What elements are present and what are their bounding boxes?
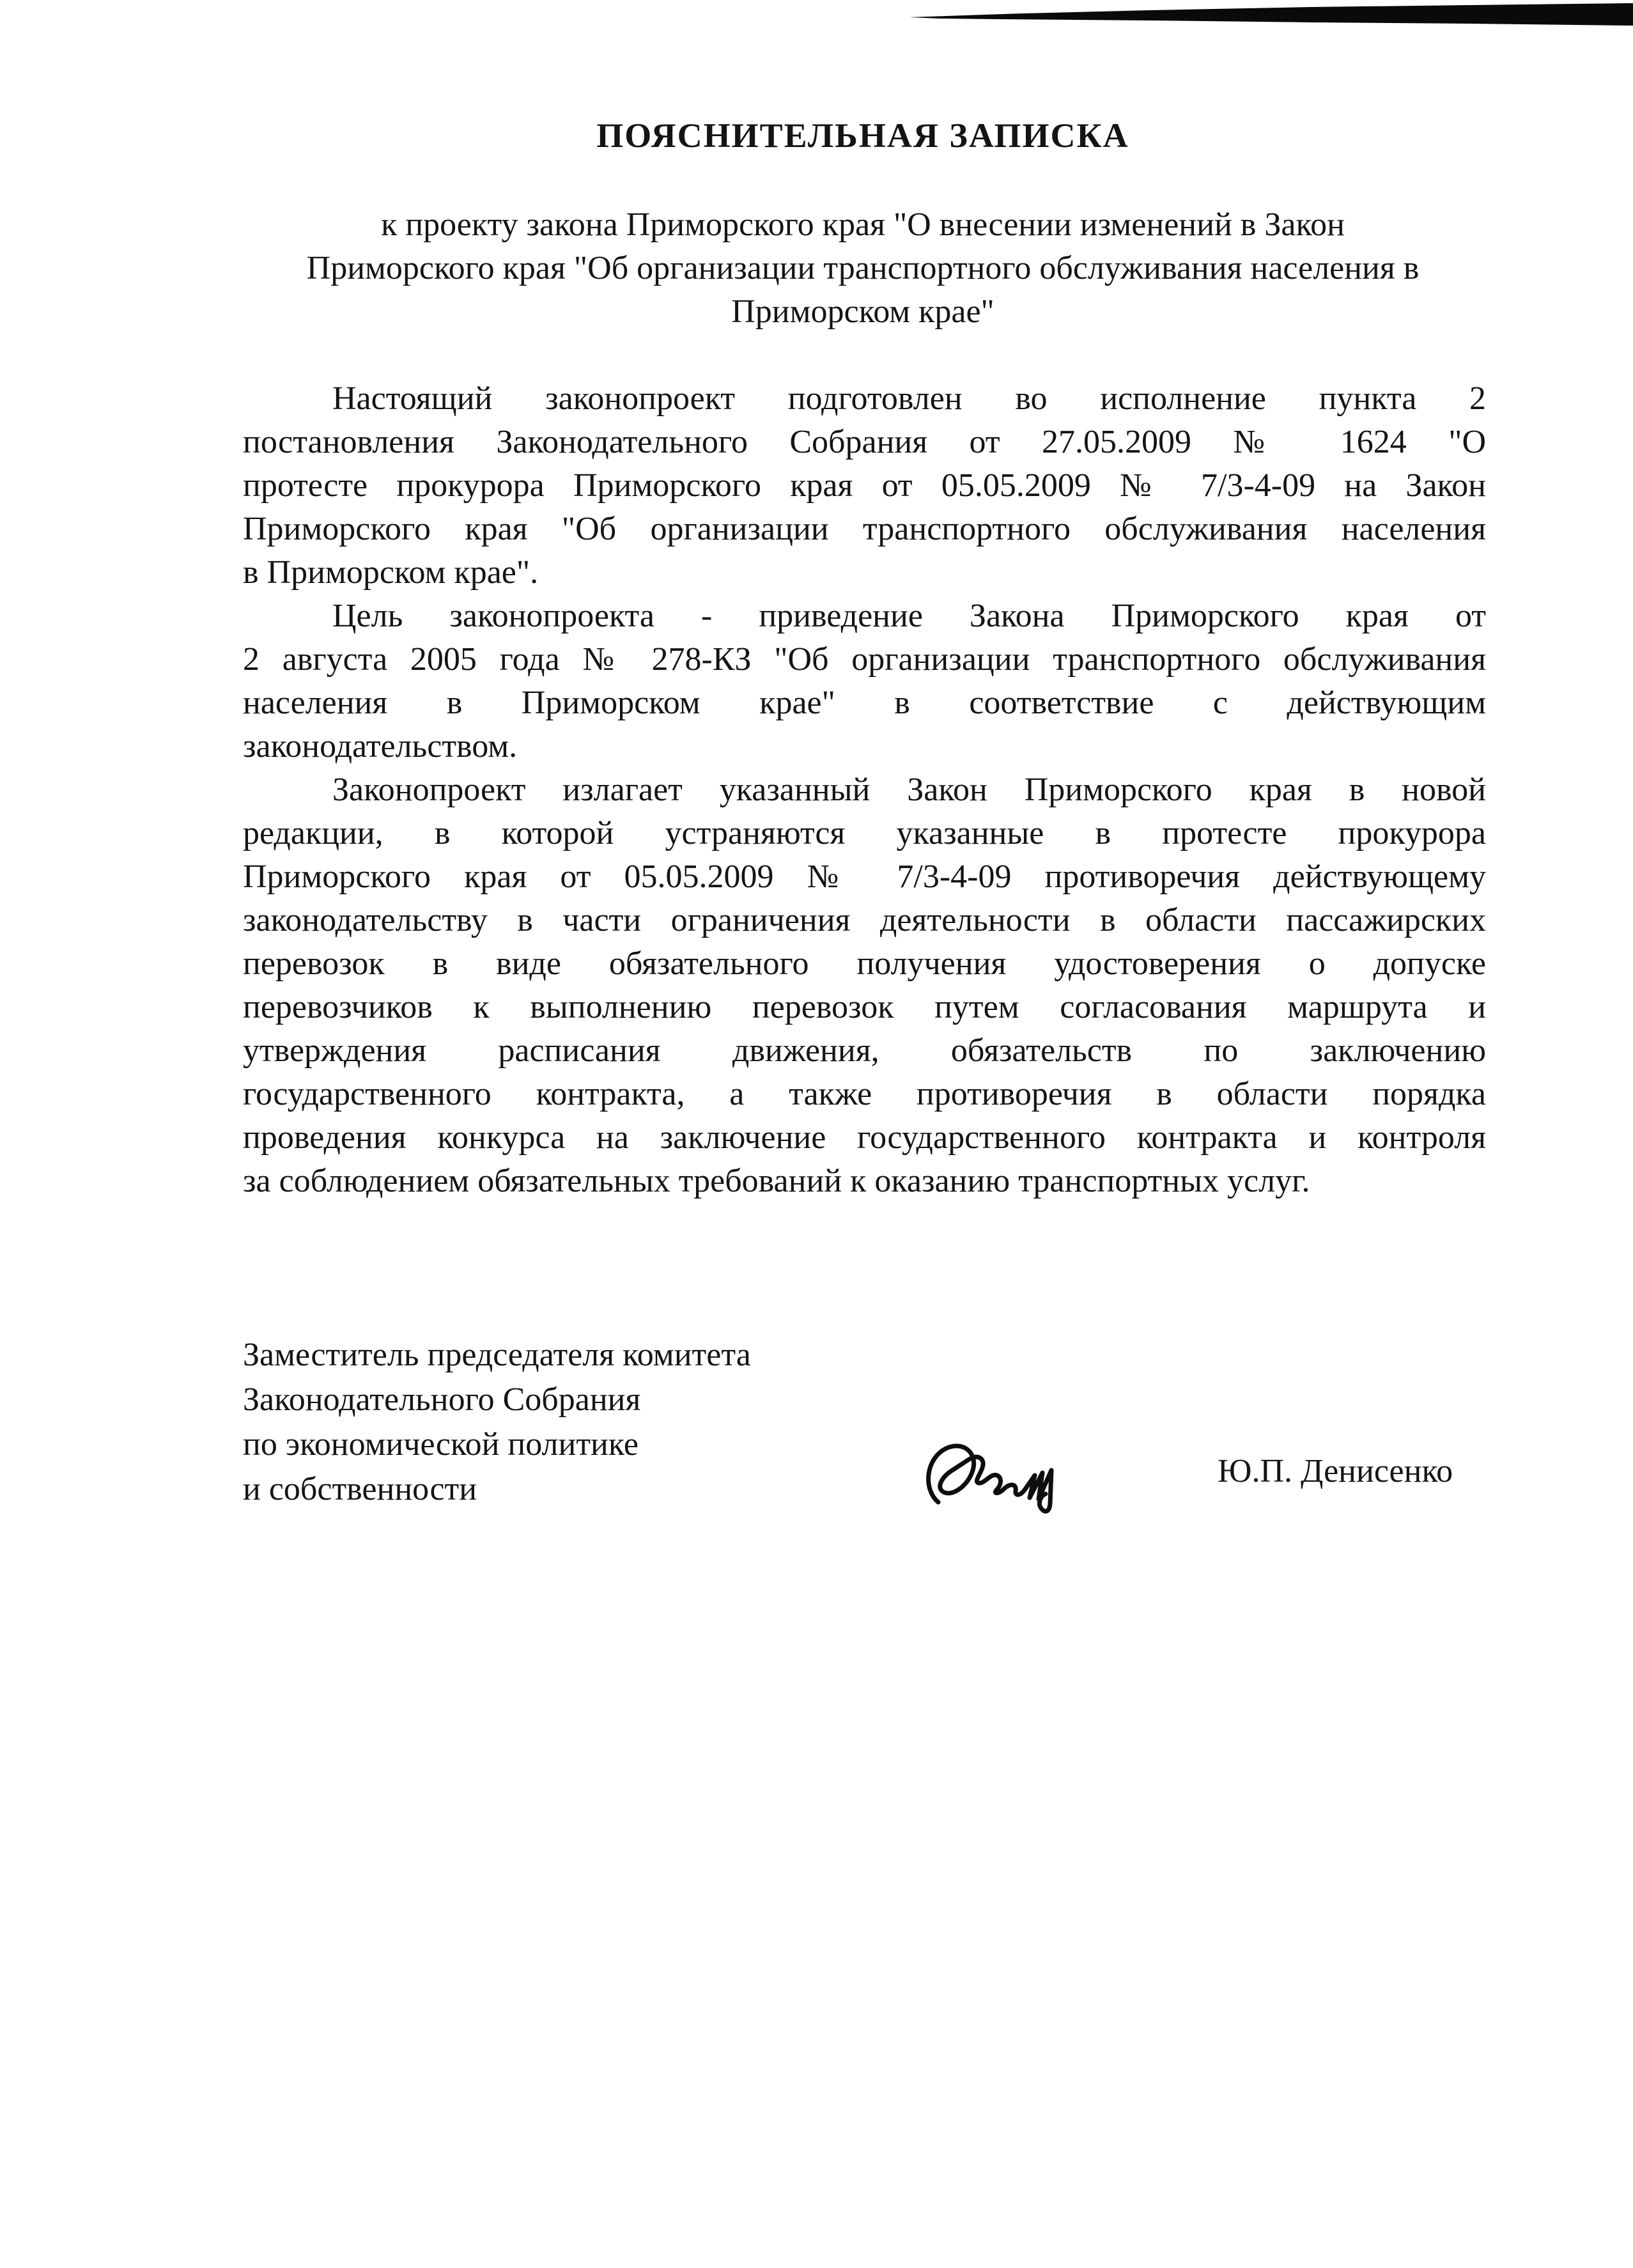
- body-line: перевозчиков к выполнению перевозок путем согласования маршрута и: [243, 989, 1486, 1025]
- signatory-position-line: по экономической политике: [243, 1426, 638, 1463]
- document-title: ПОЯСНИТЕЛЬНАЯ ЗАПИСКА: [596, 116, 1129, 155]
- body-line: утверждения расписания движения, обязательств по заключению: [243, 1032, 1486, 1069]
- body-line: Приморского края от 05.05.2009 № 7/3-4-09 противоречия действующему: [243, 858, 1486, 895]
- signatory-name: Ю.П. Денисенко: [1218, 1453, 1453, 1489]
- body-line: постановления Законодательного Собрания от 27.05.2009 № 1624 "О: [243, 424, 1486, 460]
- signature-stroke: [929, 1446, 1051, 1511]
- signatory-position-line: Заместитель председателя комитета: [243, 1337, 751, 1373]
- body-line: законодательством.: [243, 728, 518, 765]
- document-subtitle: [211, 203, 1515, 334]
- body-line: перевозок в виде обязательного получения удостоверения о допуске: [243, 945, 1486, 982]
- body-line: 2 августа 2005 года № 278-КЗ "Об организации транспортного обслуживания: [243, 641, 1486, 678]
- scan-artifact-streak: [0, 0, 1633, 38]
- subtitle-line: к проекту закона Приморского края "О внесении изменений в Закон: [381, 206, 1345, 243]
- body-line: населения в Приморском крае" в соответствие с действующим: [243, 685, 1486, 721]
- body-line: проведения конкурса на заключение государственного контракта и контроля: [243, 1119, 1486, 1156]
- signature-scribble: [919, 1431, 1117, 1523]
- body-line: Законопроект излагает указанный Закон Приморского края в новой: [332, 772, 1486, 808]
- body-line: редакции, в которой устраняются указанные в протесте прокурора: [243, 815, 1486, 851]
- signatory-position-line: Законодательного Собрания: [243, 1381, 641, 1418]
- subtitle-line: Приморском крае": [731, 293, 995, 330]
- signatory-position-line: и собственности: [243, 1471, 477, 1507]
- body-line: протесте прокурора Приморского края от 05.05.2009 № 7/3-4-09 на Закон: [243, 467, 1486, 504]
- body-line: законодательству в части ограничения деятельности в области пассажирских: [243, 902, 1486, 938]
- body-line: Цель законопроекта - приведение Закона Приморского края от: [332, 598, 1486, 634]
- signatory-position: [243, 1333, 882, 1512]
- scan-artifact-shape: [909, 3, 1633, 26]
- document-body: [243, 377, 1486, 1203]
- subtitle-line: Приморского края "Об организации транспортного обслуживания населения в: [306, 250, 1420, 286]
- body-line: в Приморском крае".: [243, 554, 539, 591]
- body-line: Настоящий законопроект подготовлен во исполнение пункта 2: [332, 380, 1486, 417]
- body-line: Приморского края "Об организации транспортного обслуживания населения: [243, 511, 1486, 547]
- body-line: за соблюдением обязательных требований к оказанию транспортных услуг.: [243, 1163, 1310, 1199]
- body-line: государственного контракта, а также противоречия в области порядка: [243, 1076, 1486, 1112]
